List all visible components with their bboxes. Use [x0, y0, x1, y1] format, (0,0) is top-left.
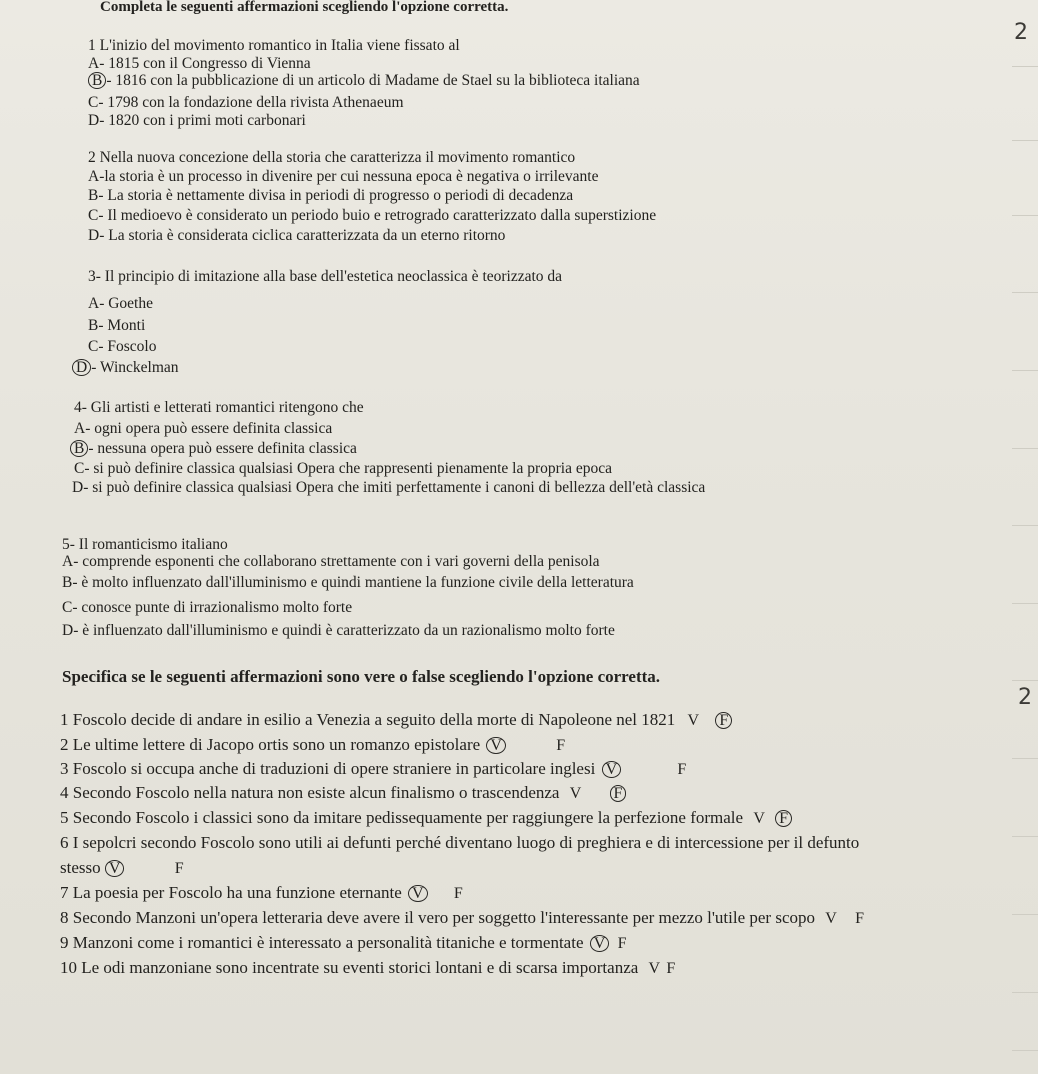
tf-item-9-true-circled[interactable]: V [590, 935, 610, 952]
tf-item-10-text: 10 Le odi manzoniane sono incentrate su eventi storici lontani e di scarsa importanza [60, 958, 639, 977]
tf-item-5-text: 5 Secondo Foscolo i classici sono da imitare pedissequamente per raggiungere la perfezione formale [60, 808, 744, 827]
q2-option-a[interactable] [88, 168, 598, 186]
q4-option-d: D- si può definire classica qualsiasi Opera che imiti perfettamente i canoni di bellezza dell'età classica [72, 479, 706, 496]
tf-item-4-text: 4 Secondo Foscolo nella natura non esiste alcun finalismo o trascendenza [60, 783, 560, 802]
tf-item-5 [60, 809, 792, 828]
section2-title: Specifica se le seguenti affermazioni sono vere o false scegliendo l'opzione corretta. [62, 667, 661, 686]
tf-item-5-true[interactable]: V [753, 810, 765, 827]
q3-option-d-circled-marker[interactable]: D [72, 359, 91, 376]
margin-score-mark: 2 [1014, 20, 1028, 45]
margin-rule [1012, 66, 1038, 67]
margin-rule [1012, 603, 1038, 604]
q4-option-b[interactable] [70, 440, 357, 458]
tf-item-8 [60, 909, 864, 928]
tf-item-3 [60, 760, 686, 779]
q1-question: 1 L'inizio del movimento romantico in Italia viene fissato al [88, 37, 460, 54]
q4-option-a: A- ogni opera può essere definita classica [74, 420, 333, 437]
q2-question: 2 Nella nuova concezione della storia che caratterizza il movimento romantico [88, 149, 576, 166]
q3-question: 3- Il principio di imitazione alla base dell'estetica neoclassica è teorizzato da [88, 268, 563, 285]
margin-rule [1012, 758, 1038, 759]
tf-item-1-text: 1 Foscolo decide di andare in esilio a Venezia a seguito della morte di Napoleone nel 1821 [60, 710, 676, 729]
q3-option-b: B- Monti [88, 317, 146, 334]
tf-item-10 [60, 959, 675, 978]
tf-item-4 [60, 784, 626, 803]
q4-question: 4- Gli artisti e letterati romantici ritengono che [74, 399, 364, 416]
tf-item-1-false-circled[interactable]: F [715, 712, 732, 729]
tf-item-5-false-circled[interactable]: F [775, 810, 792, 827]
q1-option-b-circled-marker[interactable]: B [88, 72, 106, 89]
margin-rule [1012, 992, 1038, 993]
tf-item-7 [60, 884, 463, 903]
margin-rule [1012, 914, 1038, 915]
q1-option-c: C- 1798 con la fondazione della rivista Athenaeum [88, 94, 404, 111]
q1-option-a: A- 1815 con il Congresso di Vienna [88, 55, 311, 72]
tf-item-9-false[interactable]: F [617, 935, 627, 952]
tf-item-6: 6 I sepolcri secondo Foscolo sono utili ai defunti perché diventano luogo di preghiera e di intercessione per il defunto [60, 833, 860, 852]
q3-option-a: A- Goethe [88, 295, 153, 312]
q5-option-a: A- comprende esponenti che collaborano strettamente con i vari governi della penisola [62, 553, 600, 570]
tf-item-10-false[interactable]: F [666, 960, 676, 977]
tf-item-7-false[interactable]: F [453, 885, 463, 902]
q2-option-a-text: -la storia è un processo in divenire per cui nessuna epoca è negativa o irrilevante [99, 168, 599, 185]
q3-option-c: C- Foscolo [88, 338, 157, 355]
margin-score-mark-2: 2 [1018, 685, 1032, 710]
tf-item-2-false[interactable]: F [556, 737, 566, 754]
margin-rule [1012, 215, 1038, 216]
tf-item-8-false[interactable]: F [855, 910, 864, 927]
q4-option-b-text: - nessuna opera può essere definita classica [88, 440, 357, 457]
tf-item-2-true-circled[interactable]: V [486, 737, 506, 754]
tf-item-1-true[interactable]: V [687, 712, 700, 729]
q3-option-d[interactable] [72, 359, 179, 377]
q1-option-d: D- 1820 con i primi moti carbonari [88, 112, 306, 129]
tf-item-9 [60, 934, 626, 953]
tf-item-4-false-circled[interactable]: F [610, 785, 627, 802]
tf-item-3-true-circled[interactable]: V [602, 761, 622, 778]
tf-item-1 [60, 711, 732, 730]
q4-option-b-circled-marker[interactable]: B [70, 440, 88, 457]
q2-option-a-marker: A [88, 168, 100, 185]
margin-rule [1012, 140, 1038, 141]
tf-item-6-cont-text: stesso [60, 858, 101, 877]
q5-option-c: C- conosce punte di irrazionalismo molto forte [62, 599, 353, 616]
tf-item-8-true[interactable]: V [825, 910, 837, 927]
q4-option-c: C- si può definire classica qualsiasi Opera che rappresenti pienamente la propria epoca [74, 460, 612, 477]
margin-rule [1012, 448, 1038, 449]
q5-option-b: B- è molto influenzato dall'illuminismo e quindi mantiene la funzione civile della letteratura [62, 574, 634, 591]
margin-rule [1012, 525, 1038, 526]
tf-item-2 [60, 736, 565, 755]
margin-rule [1012, 370, 1038, 371]
margin-rule [1012, 680, 1038, 681]
tf-item-6-continued [60, 859, 184, 878]
q2-option-c: C- Il medioevo è considerato un periodo buio e retrogrado caratterizzato dalla superstizione [88, 207, 657, 224]
margin-rule [1012, 292, 1038, 293]
tf-item-6-false[interactable]: F [174, 860, 184, 877]
tf-item-3-text: 3 Foscolo si occupa anche di traduzioni di opere straniere in particolare inglesi [60, 759, 596, 778]
tf-item-4-true[interactable]: V [569, 785, 582, 802]
tf-item-7-true-circled[interactable]: V [408, 885, 428, 902]
q5-option-d: D- è influenzato dall'illuminismo e quindi è caratterizzato da un razionalismo molto forte [62, 622, 615, 639]
margin-rule [1012, 836, 1038, 837]
tf-item-2-text: 2 Le ultime lettere di Jacopo ortis sono un romanzo epistolare [60, 735, 481, 754]
section1-title: Completa le seguenti affermazioni scegliendo l'opzione corretta. [100, 0, 509, 15]
tf-item-8-text: 8 Secondo Manzoni un'opera letteraria deve avere il vero per soggetto l'interessante per mezzo l'utile per scopo [60, 908, 816, 927]
q2-option-b: B- La storia è nettamente divisa in periodi di progresso o periodi di decadenza [88, 187, 574, 204]
tf-item-10-true[interactable]: V [648, 960, 661, 977]
tf-item-7-text: 7 La poesia per Foscolo ha una funzione eternante [60, 883, 402, 902]
q1-option-b-text: - 1816 con la pubblicazione di un articolo di Madame de Stael su la biblioteca italiana [106, 72, 640, 89]
tf-item-6-true-circled[interactable]: V [105, 860, 125, 877]
q1-option-b[interactable] [88, 72, 640, 90]
q3-option-d-text: - Winckelman [91, 359, 179, 376]
tf-item-9-text: 9 Manzoni come i romantici è interessato a personalità titaniche e tormentate [60, 933, 584, 952]
tf-item-3-false[interactable]: F [677, 761, 687, 778]
q2-option-d: D- La storia è considerata ciclica caratterizzata da un eterno ritorno [88, 227, 506, 244]
q5-question: 5- Il romanticismo italiano [62, 536, 228, 553]
margin-rule [1012, 1050, 1038, 1051]
